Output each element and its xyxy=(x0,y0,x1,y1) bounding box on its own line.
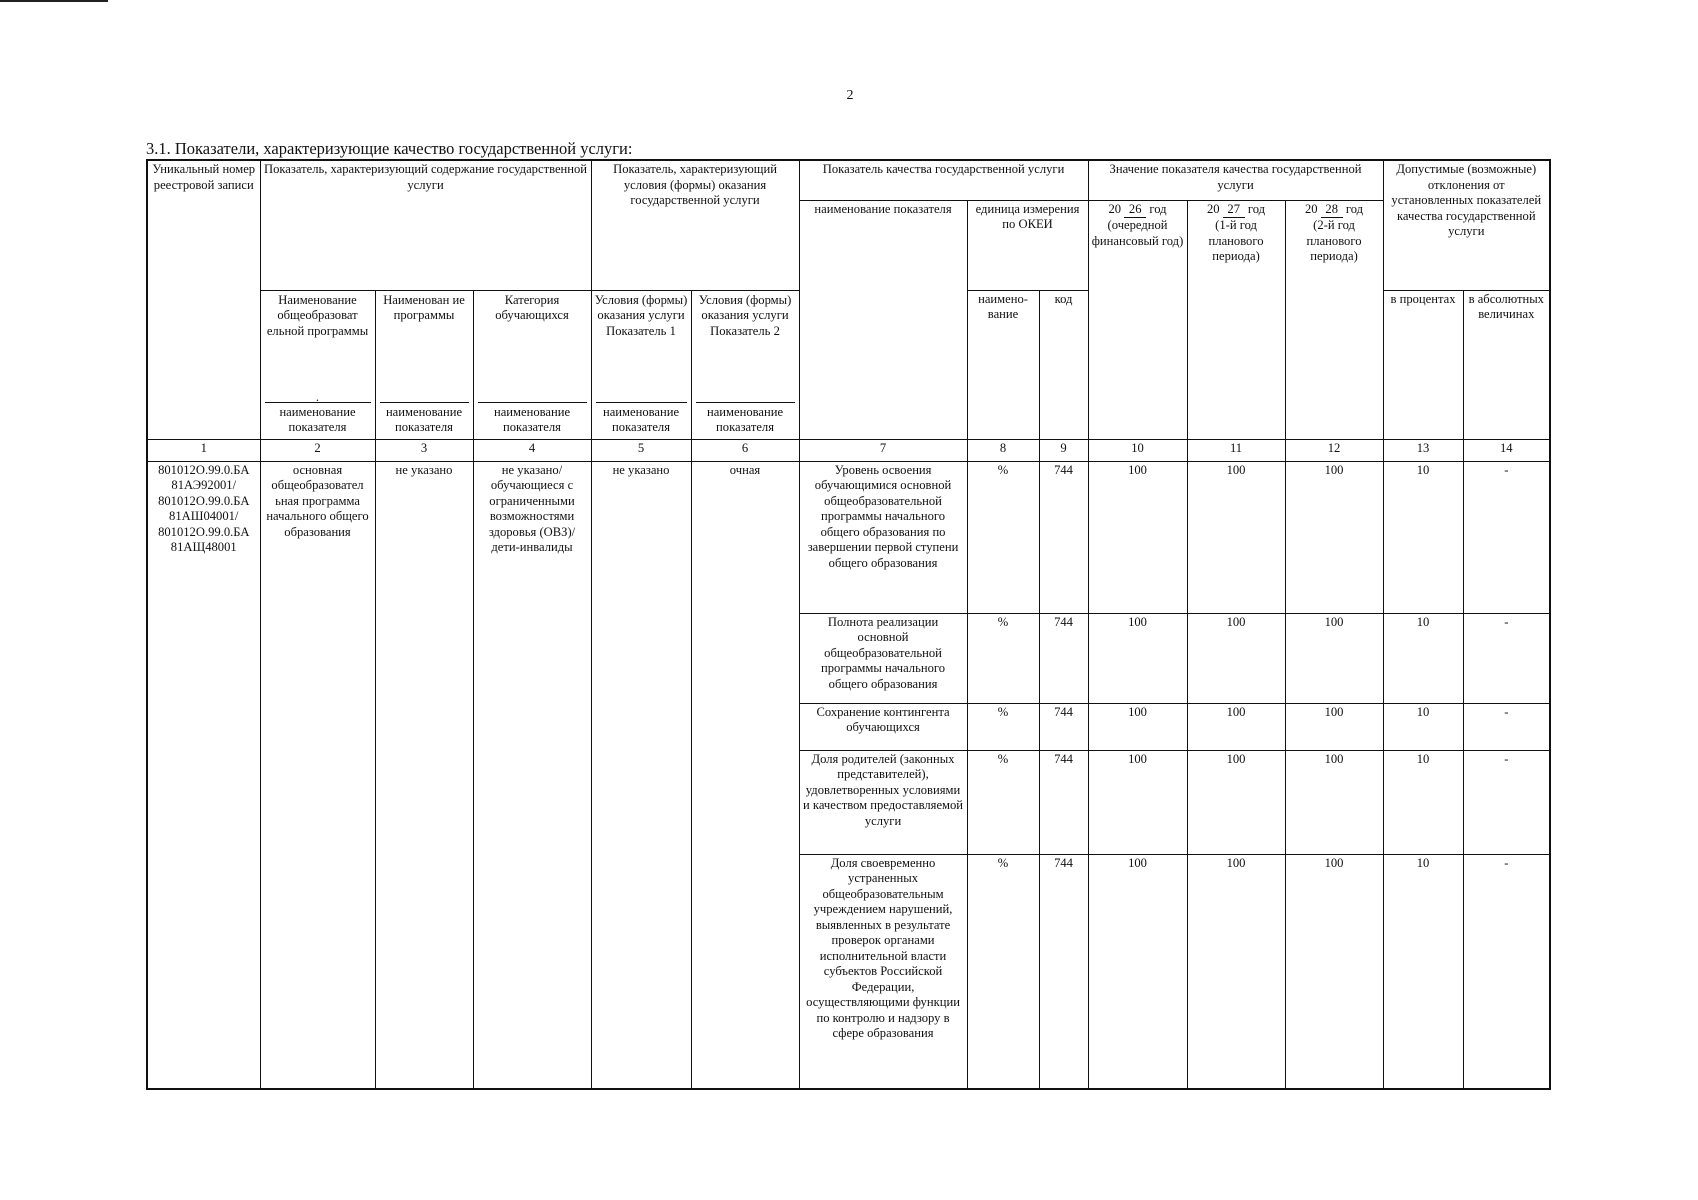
value-year-3: 100 xyxy=(1285,750,1383,854)
cond2-value: очная xyxy=(691,461,799,1089)
unit-name: % xyxy=(967,613,1039,703)
deviation-absolute: - xyxy=(1463,750,1550,854)
value-year-2: 100 xyxy=(1187,703,1285,750)
registry-number: 801012О.99.0.БА 81АЭ92001/ 801012О.99.0.БА 81АШ04001/ 801012О.99.0.БА 81АЩ48001 xyxy=(147,461,260,1089)
value-year-3: 100 xyxy=(1285,703,1383,750)
unit-code: 744 xyxy=(1039,613,1088,703)
year2-prefix: 20 xyxy=(1206,201,1220,216)
column-number: 4 xyxy=(473,439,591,461)
unit-name: % xyxy=(967,854,1039,1089)
header-program xyxy=(375,290,473,439)
column-number: 2 xyxy=(260,439,375,461)
header-year-1 xyxy=(1088,200,1187,439)
unit-code: 744 xyxy=(1039,750,1088,854)
year3-prefix: 20 xyxy=(1304,201,1318,216)
column-number: 3 xyxy=(375,439,473,461)
sub-indicator-name: наименование показателя xyxy=(265,402,371,438)
category-value: не указано/ обучающиеся с ограниченными возможностями здоровья (ОВЗ)/ дети-инвалиды xyxy=(473,461,591,1089)
header-cond1 xyxy=(591,290,691,439)
header-quality-indicator: Показатель качества государственной услуги xyxy=(799,160,1088,200)
header-quality-value: Значение показателя качества государственной услуги xyxy=(1088,160,1383,200)
column-number: 8 xyxy=(967,439,1039,461)
unit-code: 744 xyxy=(1039,854,1088,1089)
year1-note: (очередной финансовый год) xyxy=(1091,218,1184,248)
program-value: не указано xyxy=(375,461,473,1089)
program-name-value: основная общеобразовател ьная программа начального общего образования xyxy=(260,461,375,1089)
header-year-2 xyxy=(1187,200,1285,439)
table-row xyxy=(147,461,1550,613)
year3-value: 28 xyxy=(1321,202,1343,219)
deviation-absolute: - xyxy=(1463,703,1550,750)
column-number: 13 xyxy=(1383,439,1463,461)
header-year-3 xyxy=(1285,200,1383,439)
column-number: 14 xyxy=(1463,439,1550,461)
column-number: 7 xyxy=(799,439,967,461)
value-year-1: 100 xyxy=(1088,750,1187,854)
column-number: 11 xyxy=(1187,439,1285,461)
sub-indicator-name: наименование показателя xyxy=(696,402,795,438)
value-year-1: 100 xyxy=(1088,854,1187,1089)
value-year-1: 100 xyxy=(1088,461,1187,613)
value-year-2: 100 xyxy=(1187,750,1285,854)
col-program: Наименован ие программы xyxy=(383,292,465,322)
sub-indicator-name: наименование показателя xyxy=(380,402,469,438)
header-indicator-name: наименование показателя xyxy=(799,200,967,439)
header-unit-code: код xyxy=(1039,290,1088,439)
scan-edge-mark xyxy=(0,0,108,2)
cond1-value: не указано xyxy=(591,461,691,1089)
year3-suffix: год xyxy=(1345,201,1364,216)
deviation-percent: 10 xyxy=(1383,854,1463,1089)
value-year-1: 100 xyxy=(1088,613,1187,703)
column-number: 9 xyxy=(1039,439,1088,461)
indicator-name: Уровень освоения обучающимися основной общеобразовательной программы начального общего образования по завершении первой ступени общего образования xyxy=(799,461,967,613)
column-number: 1 xyxy=(147,439,260,461)
header-deviations: Допустимые (возможные) отклонения от установленных показателей качества государственной услуги xyxy=(1383,160,1550,290)
value-year-2: 100 xyxy=(1187,854,1285,1089)
header-program-name xyxy=(260,290,375,439)
year2-note: (1-й год планового периода) xyxy=(1208,218,1264,263)
deviation-absolute: - xyxy=(1463,461,1550,613)
sub-indicator-name: наименование показателя xyxy=(478,402,587,438)
header-cond2 xyxy=(691,290,799,439)
year2-suffix: год xyxy=(1247,201,1266,216)
value-year-3: 100 xyxy=(1285,854,1383,1089)
stray-mark: . xyxy=(315,389,320,404)
unit-name: % xyxy=(967,703,1039,750)
indicator-name: Сохранение контингента обучающихся xyxy=(799,703,967,750)
header-conditions-indicator: Показатель, характеризующий условия (формы) оказания государственной услуги xyxy=(591,160,799,290)
section-heading: 3.1. Показатели, характеризующие качество государственной услуги: xyxy=(146,139,633,158)
page-number: 2 xyxy=(846,88,854,103)
year3-note: (2-й год планового периода) xyxy=(1306,218,1362,263)
col-cond2: Условия (формы) оказания услуги Показатель 2 xyxy=(698,292,792,338)
deviation-absolute: - xyxy=(1463,613,1550,703)
unit-name: % xyxy=(967,750,1039,854)
header-content-indicator: Показатель, характеризующий содержание государственной услуги xyxy=(260,160,591,290)
year1-suffix: год xyxy=(1149,201,1167,216)
value-year-3: 100 xyxy=(1285,613,1383,703)
year1-value: 26 xyxy=(1124,202,1146,219)
header-unit-name: наимено-вание xyxy=(967,290,1039,439)
header-dev-absolute: в абсолютных величинах xyxy=(1463,290,1550,439)
unit-code: 744 xyxy=(1039,703,1088,750)
deviation-percent: 10 xyxy=(1383,461,1463,613)
unit-code: 744 xyxy=(1039,461,1088,613)
indicator-name: Полнота реализации основной общеобразовательной программы начального общего образования xyxy=(799,613,967,703)
year1-prefix: 20 xyxy=(1108,201,1122,216)
value-year-1: 100 xyxy=(1088,703,1187,750)
deviation-percent: 10 xyxy=(1383,613,1463,703)
col-program-name: Наименование общеобразоват ельной программы xyxy=(266,292,369,338)
col-category: Категория обучающихся xyxy=(495,292,569,322)
header-unique-number: Уникальный номер реестровой записи xyxy=(147,160,260,439)
value-year-2: 100 xyxy=(1187,613,1285,703)
header-dev-percent: в процентах xyxy=(1383,290,1463,439)
indicator-name: Доля родителей (законных представителей), удовлетворенных условиями и качеством предоставляемой услуги xyxy=(799,750,967,854)
column-number: 12 xyxy=(1285,439,1383,461)
unit-name: % xyxy=(967,461,1039,613)
sub-indicator-name: наименование показателя xyxy=(596,402,687,438)
column-number: 6 xyxy=(691,439,799,461)
column-number: 5 xyxy=(591,439,691,461)
quality-indicators-table xyxy=(146,159,1551,1090)
value-year-2: 100 xyxy=(1187,461,1285,613)
value-year-3: 100 xyxy=(1285,461,1383,613)
deviation-absolute: - xyxy=(1463,854,1550,1089)
year2-value: 27 xyxy=(1223,202,1245,219)
deviation-percent: 10 xyxy=(1383,750,1463,854)
header-category xyxy=(473,290,591,439)
indicator-name: Доля своевременно устраненных общеобразовательным учреждением нарушений, выявленных в результате проверок органами исполнительной власти субъектов Российской Федерации, осуществляющими функции по контролю и надзору в сфере образования xyxy=(799,854,967,1089)
column-number: 10 xyxy=(1088,439,1187,461)
header-unit-okei: единица измерения по ОКЕИ xyxy=(967,200,1088,290)
col-cond1: Условия (формы) оказания услуги Показатель 1 xyxy=(594,292,688,338)
deviation-percent: 10 xyxy=(1383,703,1463,750)
